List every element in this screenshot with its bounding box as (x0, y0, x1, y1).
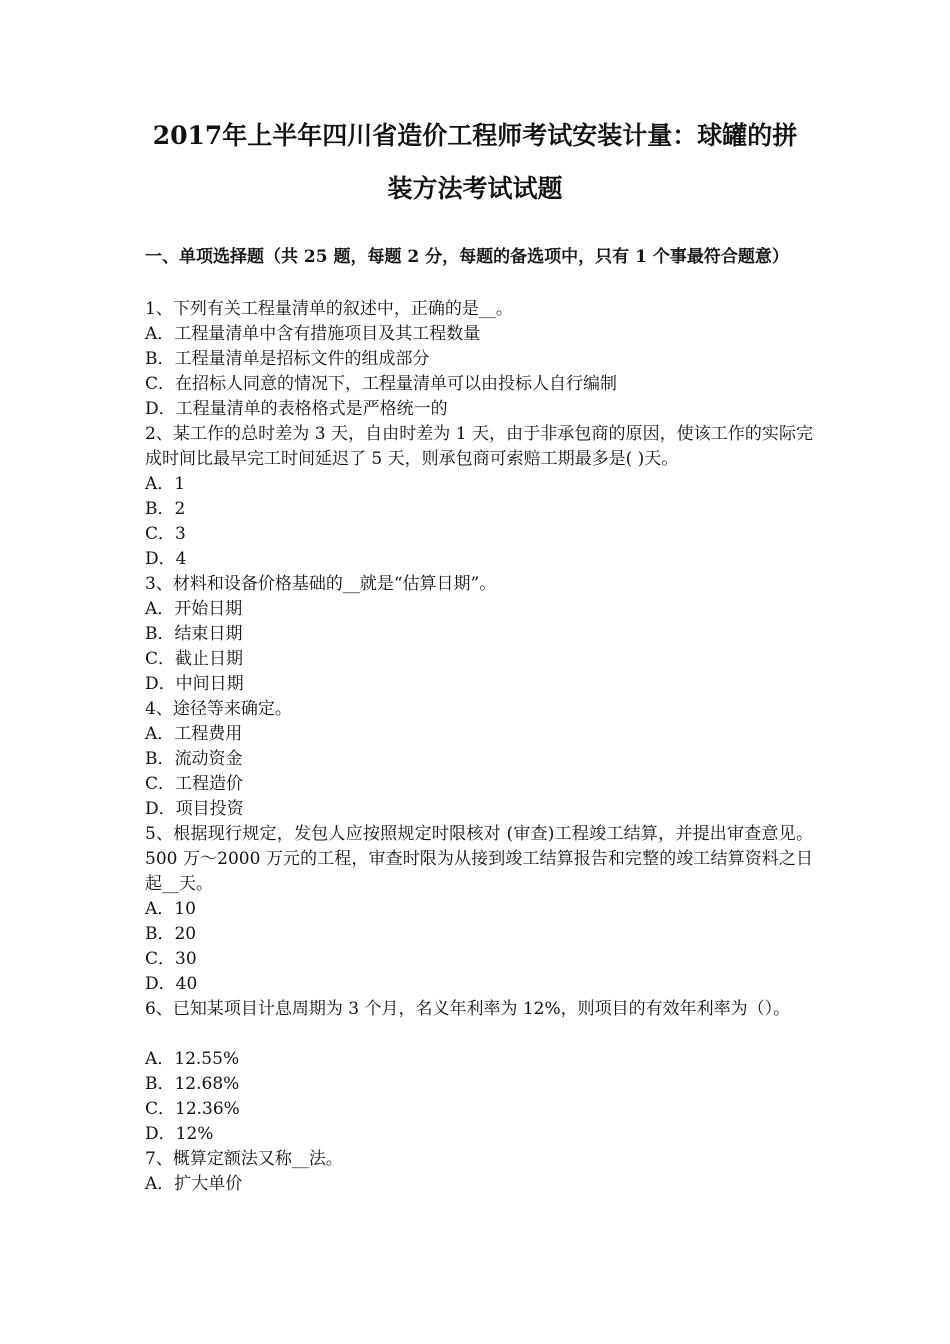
question-stem: 4、途径等来确定。 (145, 699, 292, 719)
option-d: D．12% (145, 1124, 214, 1144)
question-stem: 7、概算定额法又称__法。 (145, 1149, 343, 1169)
option-b: B．20 (145, 924, 197, 944)
option-d: D．4 (145, 549, 187, 569)
option-c: C．工程造价 (145, 774, 244, 794)
option-a: A．1 (145, 474, 186, 494)
option-b: B．流动资金 (145, 749, 243, 769)
option-b: B．工程量清单是招标文件的组成部分 (145, 349, 430, 369)
option-c: C．3 (145, 524, 186, 544)
question-stem: 6、已知某项目计息周期为 3 个月，名义年利率为 12%，则项目的有效年利率为（）。 (145, 999, 791, 1019)
option-d: D．工程量清单的表格格式是严格统一的 (145, 399, 448, 419)
option-d: D．40 (145, 974, 198, 994)
option-a: A．10 (145, 899, 196, 919)
option-d: D．项目投资 (145, 799, 244, 819)
option-a: A．扩大单价 (145, 1174, 243, 1194)
question-list (145, 297, 813, 1197)
option-c: C．在招标人同意的情况下，工程量清单可以由投标人自行编制 (145, 374, 618, 394)
document-title-line-2: 装方法考试试题 (387, 174, 563, 203)
option-c: C．12.36% (145, 1099, 240, 1119)
document-title-line-1: 2017年上半年四川省造价工程师考试安装计量：球罐的拼 (152, 121, 798, 150)
option-c: C．截止日期 (145, 649, 244, 669)
option-a: A．12.55% (145, 1049, 240, 1069)
option-a: A．开始日期 (145, 599, 243, 619)
option-a: A．工程费用 (145, 724, 243, 744)
question-stem: 5、根据现行规定，发包人应按照规定时限核对 (审查)工程竣工结算，并提出审查意见。500 万～2000 万元的工程，审查时限为从接到竣工结算报告和完整的竣工结算资料之日起__天。 (145, 824, 813, 894)
option-a: A．工程量清单中含有措施项目及其工程数量 (145, 324, 481, 344)
question-stem: 2、某工作的总时差为 3 天，自由时差为 1 天，由于非承包商的原因，使该工作的实际完成时间比最早完工时间延迟了 5 天，则承包商可索赔工期最多是( )天。 (145, 424, 813, 469)
option-c: C．30 (145, 949, 197, 969)
section-heading: 一、单项选择题（共 25 题，每题 2 分，每题的备选项中，只有 1 个事最符合题意） (145, 247, 789, 267)
option-b: B．结束日期 (145, 624, 243, 644)
option-d: D．中间日期 (145, 674, 244, 694)
question-stem: 3、材料和设备价格基础的__就是“估算日期”。 (145, 574, 497, 594)
option-b: B．2 (145, 499, 186, 519)
option-b: B．12.68% (145, 1074, 240, 1094)
question-stem: 1、下列有关工程量清单的叙述中，正确的是__。 (145, 299, 513, 319)
